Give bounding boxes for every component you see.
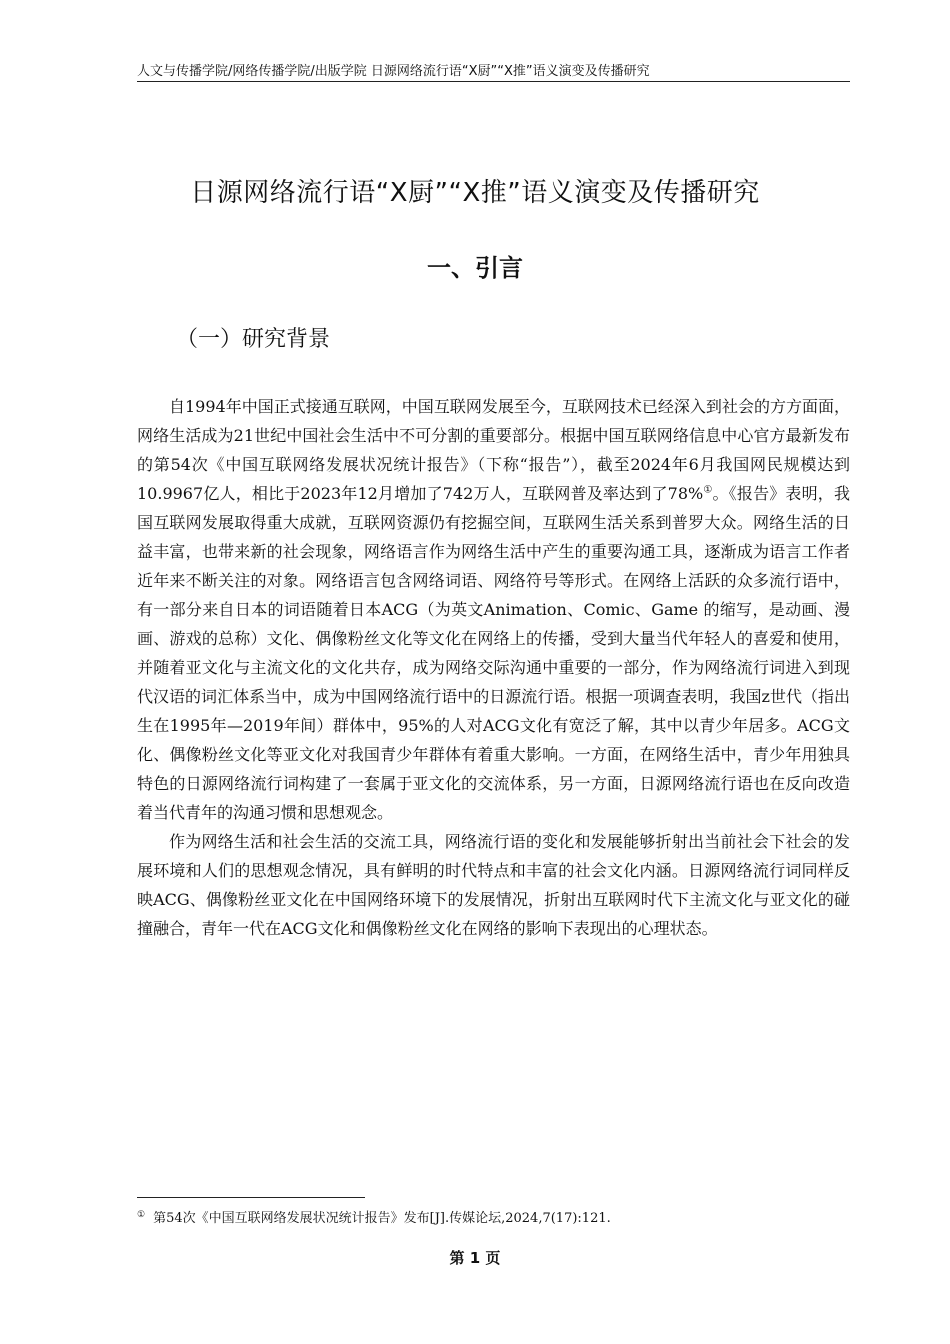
- running-header: 人文与传播学院/网络传播学院/出版学院 日源网络流行语“X厨”“X推”语义演变及传播研究: [137, 62, 850, 82]
- sub-heading: （一）研究背景: [176, 327, 331, 352]
- paragraph-2: 作为网络生活和社会生活的交流工具，网络流行语的变化和发展能够折射出当前社会下社会的发展环境和人们的思想观念情况，具有鲜明的时代特点和丰富的社会文化内涵。日源网络流行词同样反映ACG、偶像粉丝亚文化在中国网络环境下的发展情况，折射出互联网时代下主流文化与亚文化的碰撞融合，青年一代在ACG文化和偶像粉丝文化在网络的影响下表现出的心理状态。: [137, 832, 850, 938]
- footnote-reference[interactable]: ①: [703, 484, 713, 496]
- body-text: [137, 392, 850, 943]
- footnote-divider: [137, 1197, 365, 1198]
- footnote: [137, 1209, 850, 1229]
- footnote-marker: ①: [137, 1209, 146, 1220]
- paragraph-1-text-end: 。《报告》表明，我国互联网发展取得重大成就，互联网资源仍有挖掘空间，互联网生活关系到普罗大众。网络生活的日益丰富，也带来新的社会现象，网络语言作为网络生活中产生的重要沟通工具，逐渐成为语言工作者近年来不断关注的对象。网络语言包含网络词语、网络符号等形式。在网络上活跃的众多流行语中，有一部分来自日本的词语随着日本ACG（为英文Animation、Comic、Game 的缩写，是动画、漫画、游戏的总称）文化、偶像粉丝文化等文化在网络上的传播，受到大量当代年轻人的喜爱和使用，并随着亚文化与主流文化的文化共存，成为网络交际沟通中重要的一部分，作为网络流行词进入到现代汉语的词汇体系当中，成为中国网络流行语中的日源流行语。根据一项调查表明，我国z世代（指出生在1995年—2019年间）群体中，95%的人对ACG文化有宽泛了解，其中以青少年居多。ACG文化、偶像粉丝文化等亚文化对我国青少年群体有着重大影响。一方面，在网络生活中，青少年用独具特色的日源网络流行词构建了一套属于亚文化的交流体系，另一方面，日源网络流行语也在反向改造着当代青年的沟通习惯和思想观念。: [137, 484, 850, 822]
- page-number: 第 1 页: [449, 1249, 501, 1267]
- footnote-text: 第54次《中国互联网络发展状况统计报告》发布[J].传媒论坛,2024,7(17):121.: [153, 1211, 611, 1226]
- paragraph-1-text-start: 自1994年中国正式接通互联网，中国互联网发展至今，互联网技术已经深入到社会的方方面面，网络生活成为21世纪中国社会生活中不可分割的重要部分。根据中国互联网络信息中心官方最新发布的第54次《中国互联网络发展状况统计报告》（下称“报告”），截至2024年6月我国网民规模达到10.9967亿人，相比于2023年12月增加了742万人，互联网普及率达到了78%: [137, 397, 850, 503]
- section-heading: 一、引言: [427, 254, 523, 282]
- document-title: 日源网络流行语“X厨”“X推”语义演变及传播研究: [190, 178, 760, 208]
- paragraph-1: [137, 392, 850, 827]
